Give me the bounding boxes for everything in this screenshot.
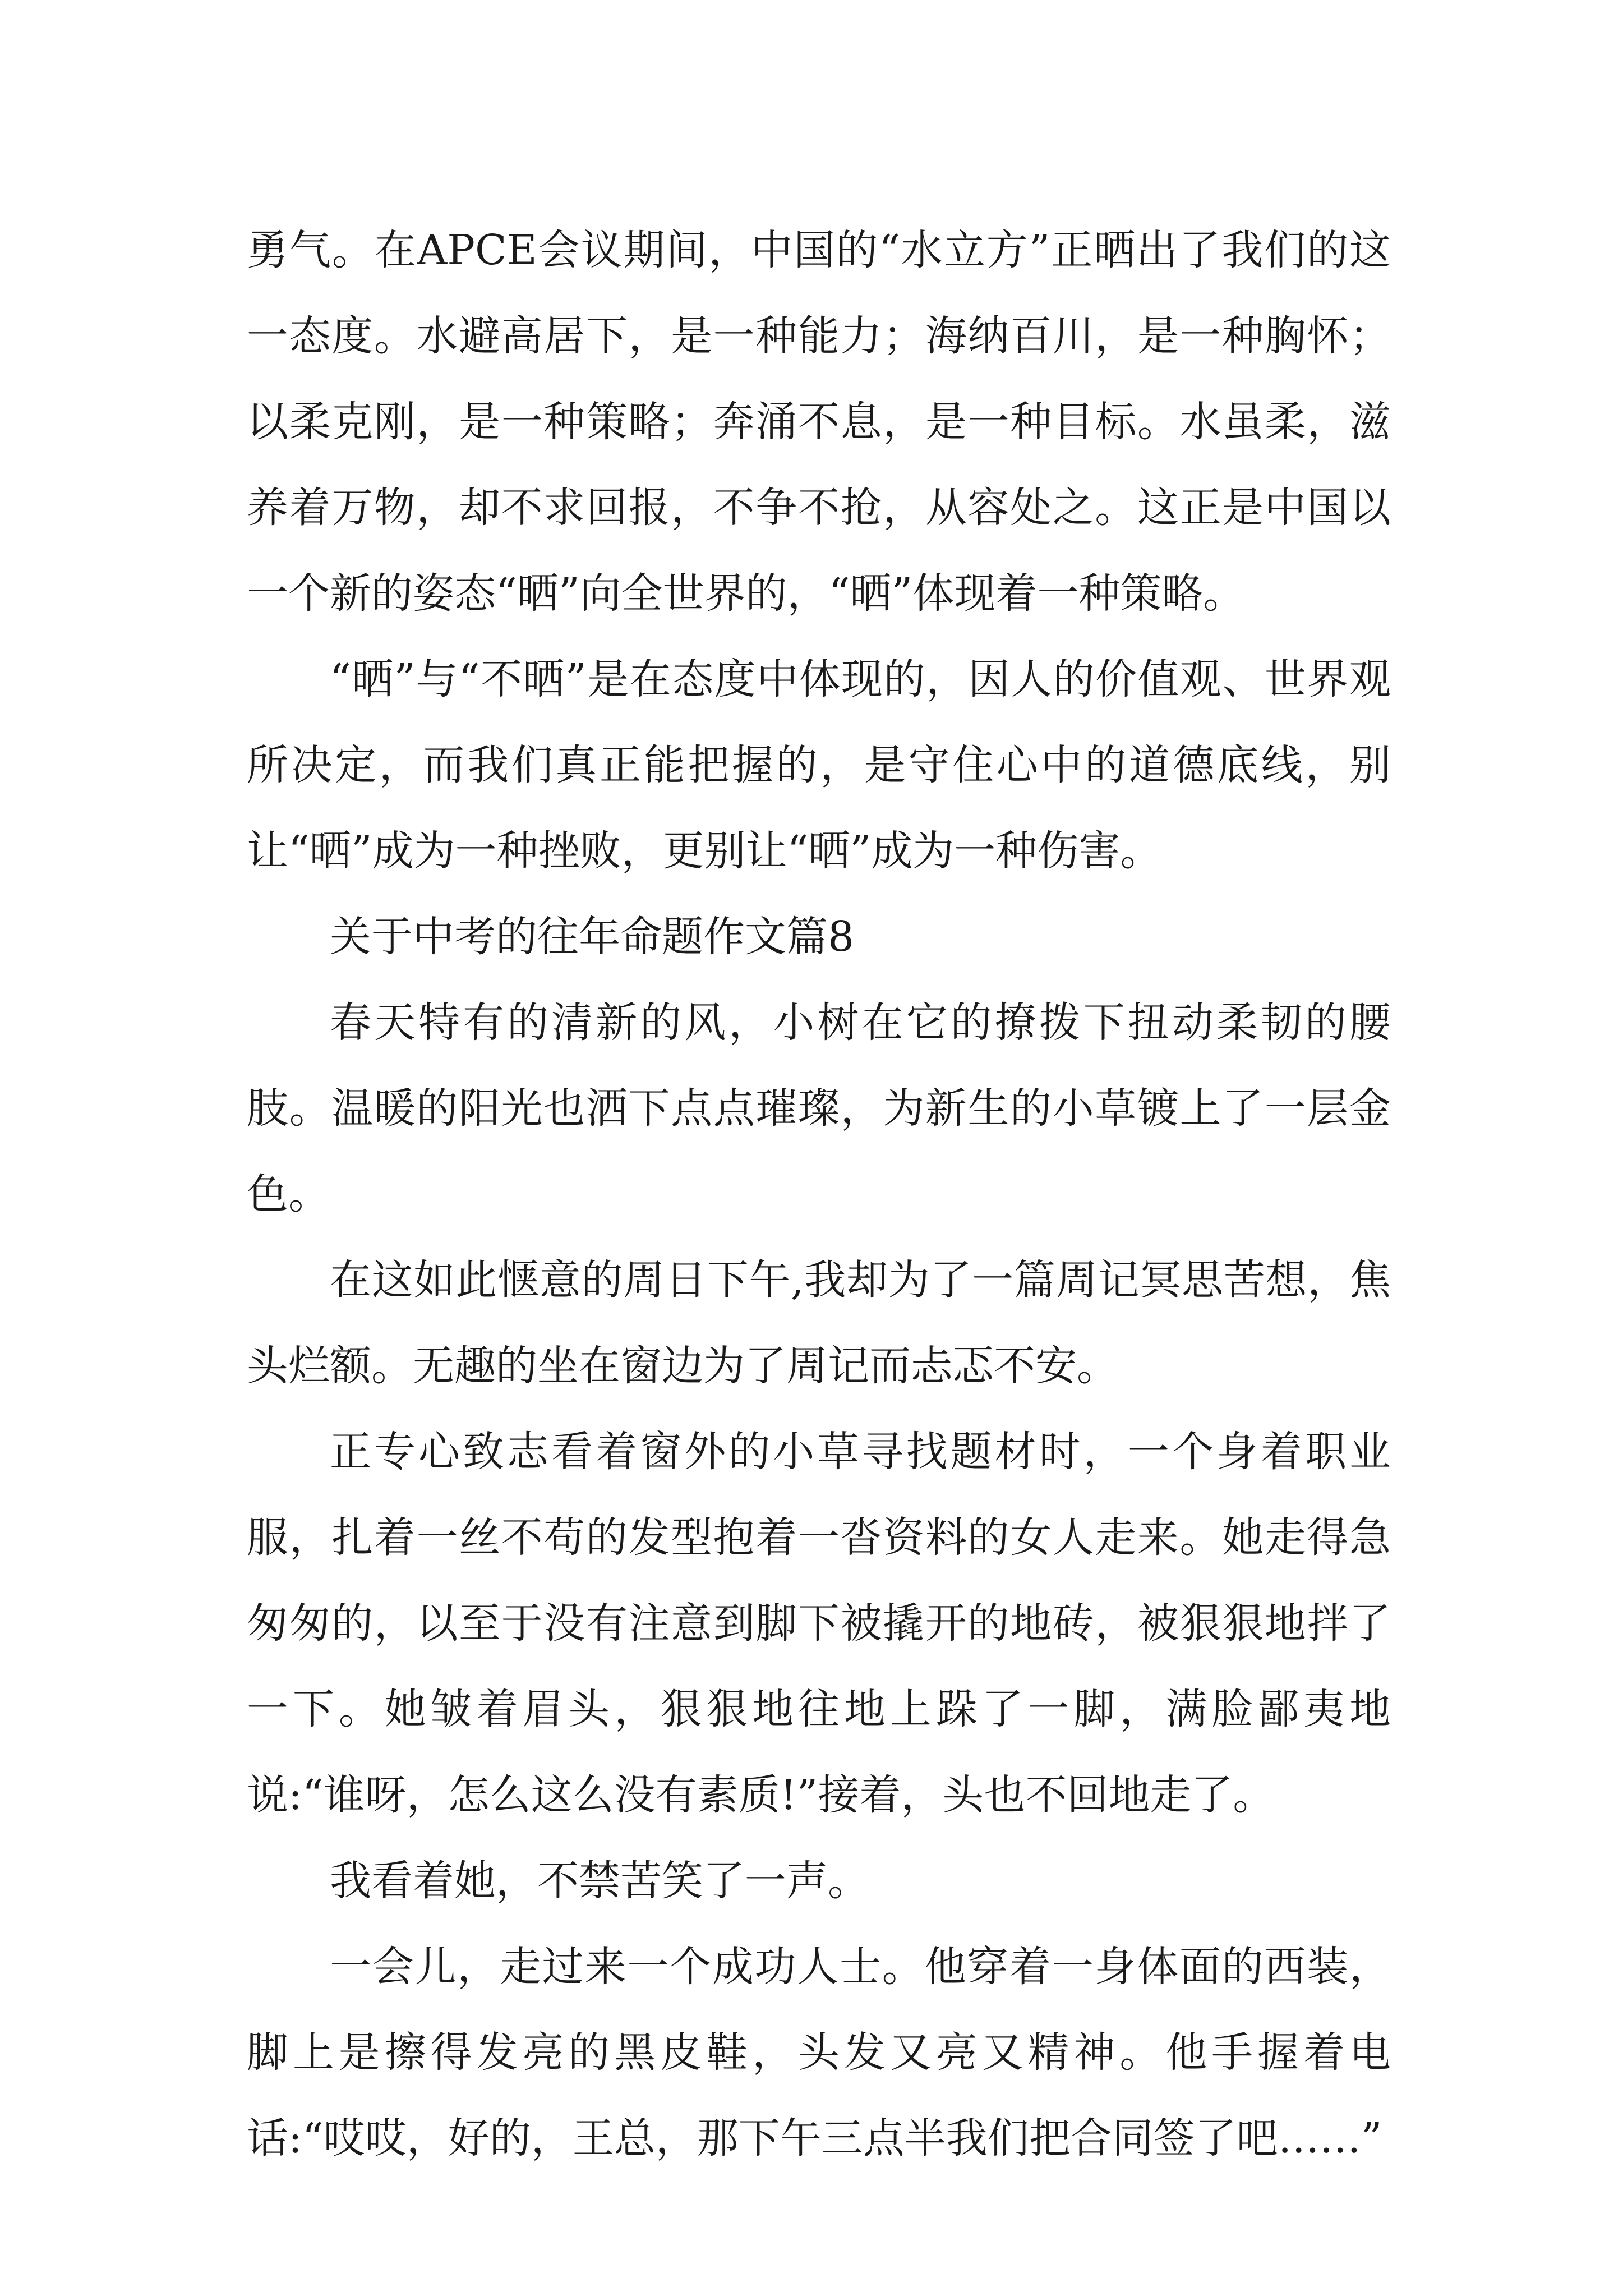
section-heading: 关于中考的往年命题作文篇8 <box>330 913 855 961</box>
paragraph-6: 正专心致志看着窗外的小草寻找题材时，一个身着职业服，扎着一丝不苟的发型抱着一沓资料的女人走来。她走得急匆匆的，以至于没有注意到脚下被撬开的地砖，被狠狠地拌了一下。她皱着眉头，狠狠地往地上跺了一脚，满脸鄙夷地说:“谁呀，怎么这么没有素质!”接着，头也不回地走了。 <box>247 1428 1391 1819</box>
paragraph-7: 我看着她，不禁苦笑了一声。 <box>330 1857 869 1905</box>
paragraph-8: 一会儿，走过来一个成功人士。他穿着一身体面的西装，脚上是擦得发亮的黑皮鞋，头发又亮又精神。他手握着电话:“哎哎，好的，王总，那下午三点半我们把合同签了吧……” <box>247 1943 1391 2162</box>
paragraph-2: “晒”与“不晒”是在态度中体现的，因人的价值观、世界观所决定，而我们真正能把握的，是守住心中的道德底线，别让“晒”成为一种挫败，更别让“晒”成为一种伤害。 <box>247 655 1391 875</box>
document-body <box>247 208 1391 2182</box>
paragraph-5: 在这如此惬意的周日下午,我却为了一篇周记冥思苦想，焦头烂额。无趣的坐在窗边为了周记而忐忑不安。 <box>247 1256 1391 1390</box>
paragraph-4: 春天特有的清新的风，小树在它的撩拨下扭动柔韧的腰肢。温暖的阳光也洒下点点璀璨，为新生的小草镀上了一层金色。 <box>247 999 1391 1218</box>
paragraph-1: 勇气。在APCE会议期间，中国的“水立方”正晒出了我们的这一态度。水避高居下，是一种能力；海纳百川，是一种胸怀；以柔克刚，是一种策略；奔涌不息，是一种目标。水虽柔，滋养着万物，却不求回报，不争不抢，从容处之。这正是中国以一个新的姿态“晒”向全世界的，“晒”体现着一种策略。 <box>247 226 1391 618</box>
